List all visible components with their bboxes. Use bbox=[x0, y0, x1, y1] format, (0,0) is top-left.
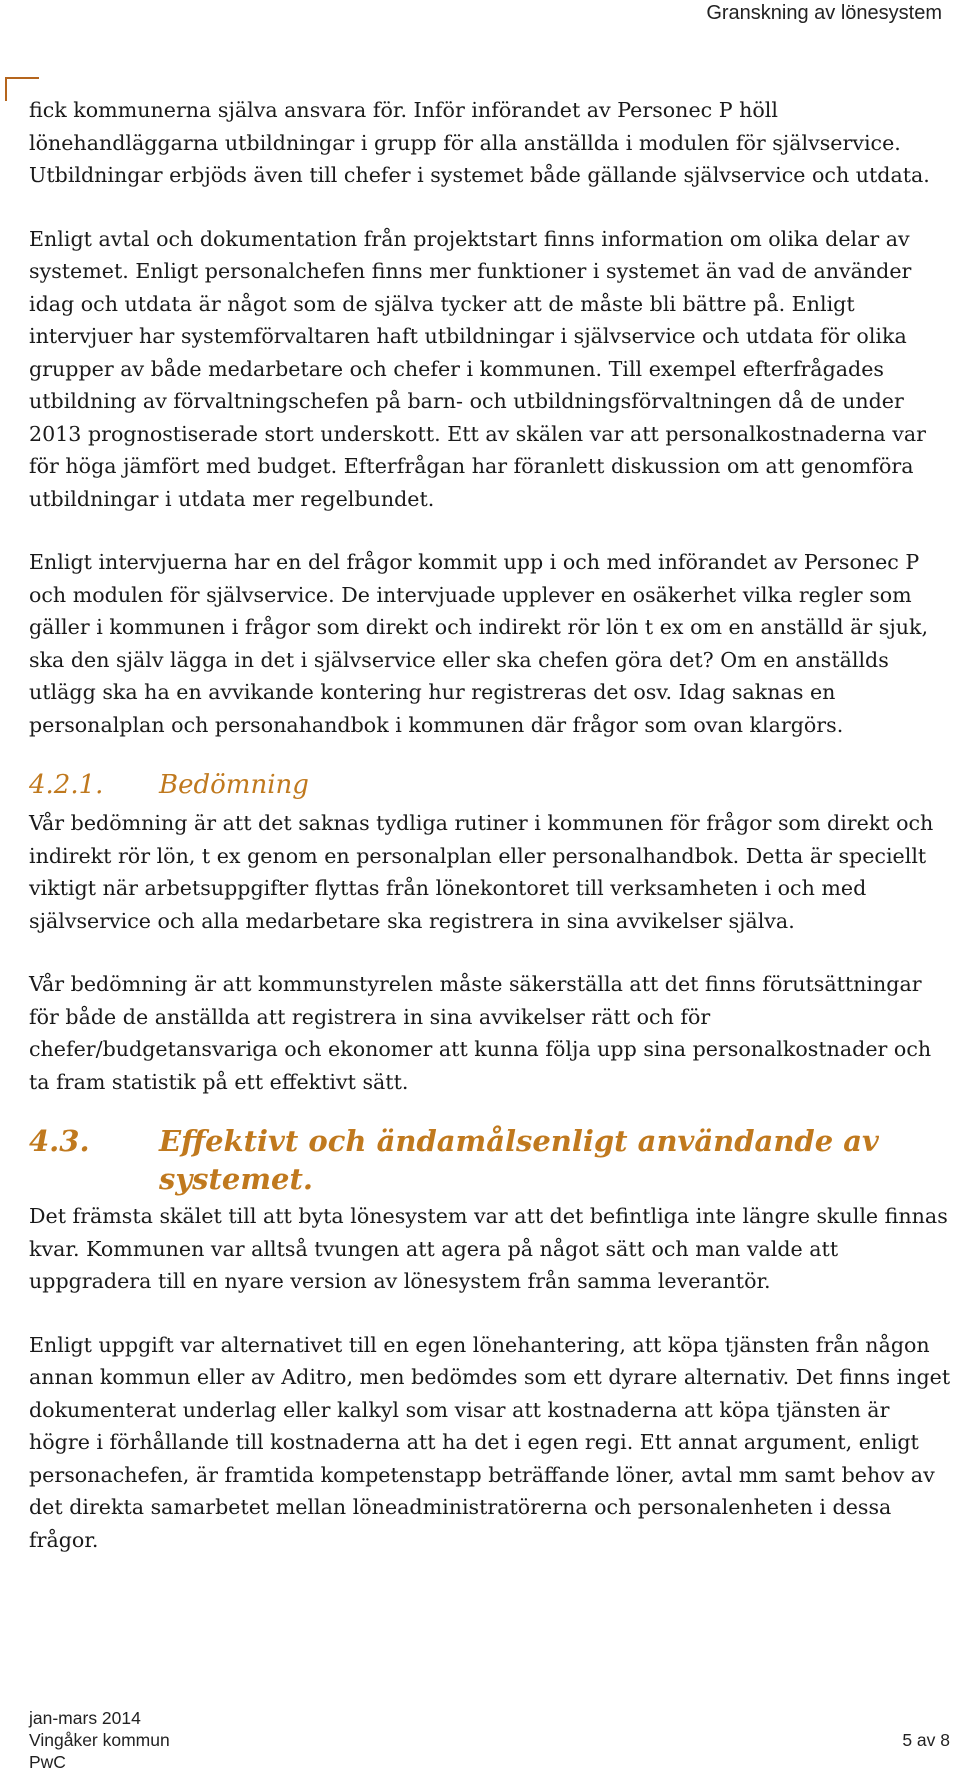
heading-4-3 bbox=[29, 1122, 954, 1198]
page-footer bbox=[29, 1707, 950, 1773]
paragraph-assessment-2: Vår bedömning är att kommunstyrelen måste säkerställa att det finns förutsättningar för både de anställda att registrera in sina avvikelser rätt och för chefer/budgetansvariga och ekonomer att kunna följa upp sina personalkostnader och ta fram statistik på ett effektivt sätt. bbox=[29, 972, 932, 1094]
heading-number: 4.2.1. bbox=[29, 770, 104, 800]
heading-number: 4.3. bbox=[29, 1124, 90, 1158]
heading-title: Bedömning bbox=[159, 770, 309, 800]
page-number: 5 av 8 bbox=[902, 1730, 950, 1750]
document-body bbox=[29, 94, 954, 1587]
footer-organization: Vingåker kommun bbox=[29, 1730, 170, 1750]
paragraph-assessment-1: Vår bedömning är att det saknas tydliga rutiner i kommunen för frågor som direkt och indirekt rör lön, t ex genom en personalplan eller personalhandbok. Detta är speciellt viktigt när arbetsuppgifter flyttas från lönekontoret till verksamheten i och med självservice och alla medarbetare ska registrera in sina avvikelser själva. bbox=[29, 811, 934, 933]
paragraph-intro: fick kommunerna själva ansvara för. Inför införandet av Personec P höll lönehandläggarna utbildningar i grupp för alla anställda i modulen för självservice. Utbildningar erbjöds även till chefer i systemet både gällande självservice och utdata. bbox=[29, 98, 930, 187]
footer-firm: PwC bbox=[29, 1752, 66, 1772]
paragraph-interviews: Enligt intervjuerna har en del frågor kommit upp i och med införandet av Personec P och modulen för självservice. De intervjuade upplever en osäkerhet vilka regler som gäller i kommunen i frågor som direkt och indirekt rör lön t ex om en anställd är sjuk, ska den själv lägga in det i självservice eller ska chefen göra det? Om en anställds utlägg ska ha en avvikande kontering hur registreras det osv. Idag saknas en personalplan och personahandbok i kommunen där frågor som ovan klargörs. bbox=[29, 550, 929, 737]
footer-date: jan-mars 2014 bbox=[29, 1708, 141, 1728]
heading-title: Effektivt och ändamålsenligt användande av systemet. bbox=[159, 1124, 879, 1196]
paragraph-documentation: Enligt avtal och dokumentation från projektstart finns information om olika delar av systemet. Enligt personalchefen finns mer funktioner i systemet än vad de använder idag och utdata är något som de själva tycker att de måste bli bättre på. Enligt intervjuer har systemförvaltaren haft utbildningar i självservice och utdata för olika grupper av både medarbetare och chefer i kommunen. Till exempel efterfrågades utbildning av förvaltningschefen på barn- och utbildningsförvaltningen då de under 2013 prognostiserade stort underskott. Ett av skälen var att personalkostnaderna var för höga jämfört med budget. Efterfrågan har föranlett diskussion om att genomföra utbildningar i utdata mer regelbundet. bbox=[29, 226, 926, 511]
heading-4-2-1 bbox=[29, 763, 954, 807]
paragraph-alternatives: Enligt uppgift var alternativet till en egen lönehantering, att köpa tjänsten från någon annan kommun eller av Aditro, men bedömdes som ett dyrare alternativ. Det finns inget dokumenterat underlag eller kalkyl som visar att kostnaderna att köpa tjänsten är högre i förhållande till kostnaderna att ha det i egen regi. Ett annat argument, enligt personachefen, är framtida kompetenstapp beträffande löner, avtal mm samt behov av det direkta samarbetet mellan löneadministratörerna och personalenheten i dessa frågor. bbox=[29, 1332, 951, 1552]
running-header: Granskning av lönesystem bbox=[706, 2, 942, 24]
paragraph-reason: Det främsta skälet till att byta lönesystem var att det befintliga inte längre skulle finnas kvar. Kommunen var alltså tvungen att agera på något sätt och man valde att uppgradera till en nyare version av lönesystem från samma leverantör. bbox=[29, 1204, 948, 1293]
